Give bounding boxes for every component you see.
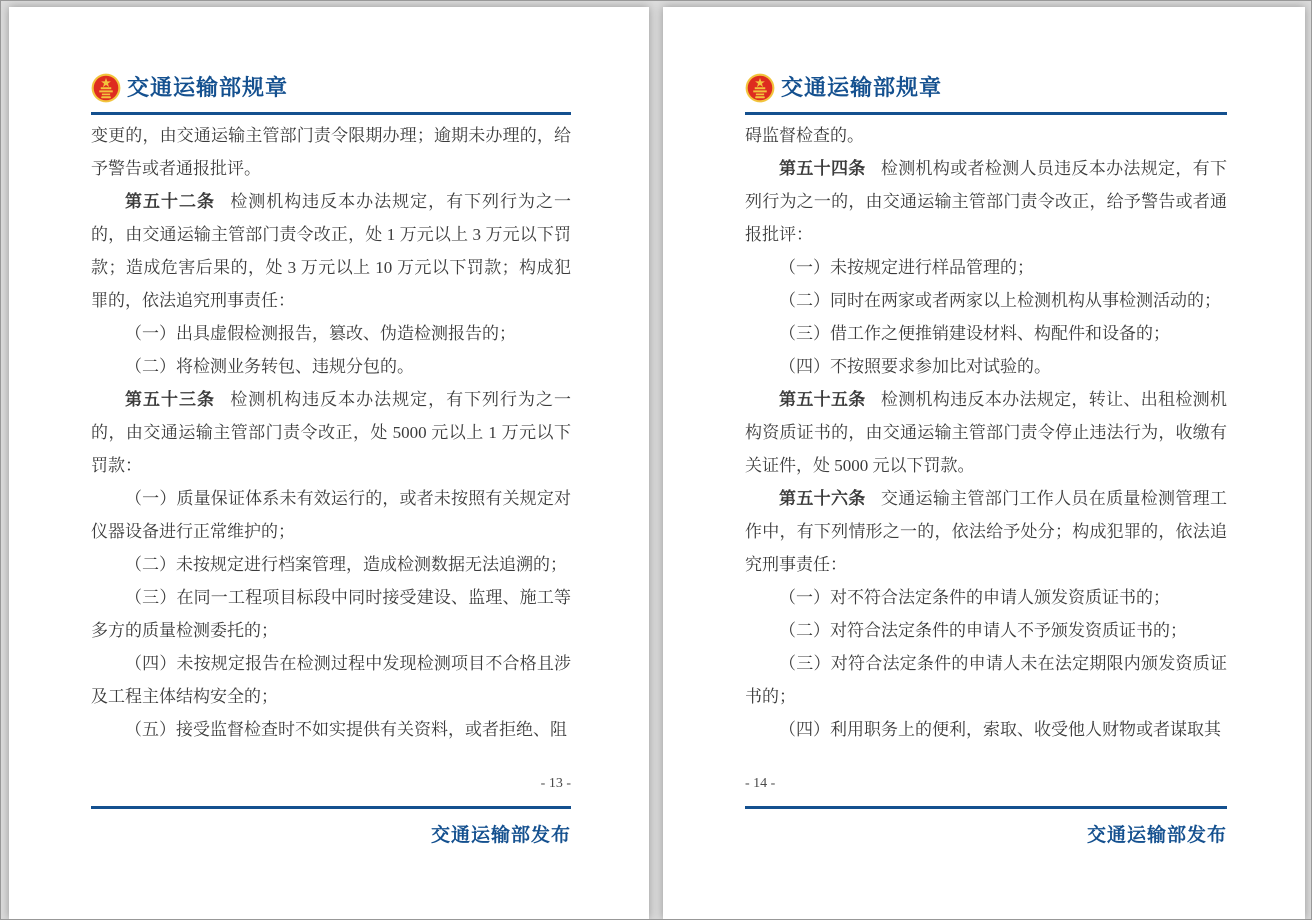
- page-body: [91, 119, 571, 759]
- paragraph: （一）对不符合法定条件的申请人颁发资质证书的；: [779, 588, 1170, 607]
- paragraph: （二）将检测业务转包、违规分包的。: [125, 357, 414, 376]
- national-emblem-icon: [91, 73, 121, 103]
- article-number: 第五十六条: [779, 489, 866, 508]
- paragraph: （二）对符合法定条件的申请人不予颁发资质证书的；: [779, 621, 1187, 640]
- page-footer: [745, 806, 1227, 847]
- article-number: 第五十三条: [125, 390, 215, 409]
- paragraph: （一）质量保证体系未有效运行的，或者未按照有关规定对仪器设备进行正常维护的；: [91, 489, 571, 541]
- page-number: - 13 -: [540, 776, 571, 791]
- page-footer: [91, 806, 571, 847]
- paragraph: （一）出具虚假检测报告，篡改、伪造检测报告的；: [125, 324, 516, 343]
- header-title: 交通运输部规章: [781, 75, 943, 100]
- article-number: 第五十四条: [779, 159, 866, 178]
- paragraph: （五）接受监督检查时不如实提供有关资料，或者拒绝、阻: [125, 720, 567, 739]
- page-header: [91, 73, 571, 115]
- paragraph: 碍监督检查的。: [745, 126, 864, 145]
- paragraph: 变更的，由交通运输主管部门责令限期办理；逾期未办理的，给予警告或者通报批评。: [91, 126, 571, 178]
- paragraph: 第五十二条 检测机构违反本办法规定，有下列行为之一的，由交通运输主管部门责令改正，处 1 万元以上 3 万元以下罚款；造成危害后果的，处 3 万元以上 10 万元以下罚款；构成犯罪的，依法追究刑事责任：: [91, 192, 571, 310]
- paragraph: 第五十六条 交通运输主管部门工作人员在质量检测管理工作中，有下列情形之一的，依法给予处分；构成犯罪的，依法追究刑事责任：: [745, 489, 1227, 574]
- page-13: [9, 7, 649, 919]
- page-body: [745, 119, 1227, 759]
- paragraph: 第五十四条 检测机构或者检测人员违反本办法规定，有下列行为之一的，由交通运输主管部门责令改正，给予警告或者通报批评：: [745, 159, 1227, 244]
- paragraph: （四）不按照要求参加比对试验的。: [779, 357, 1051, 376]
- paragraph: 第五十五条 检测机构违反本办法规定，转让、出租检测机构资质证书的，由交通运输主管部门责令停止违法行为，收缴有关证件，处 5000 元以下罚款。: [745, 390, 1227, 475]
- paragraph: （四）未按规定报告在检测过程中发现检测项目不合格且涉及工程主体结构安全的；: [91, 654, 571, 706]
- paragraph: （二）同时在两家或者两家以上检测机构从事检测活动的；: [779, 291, 1221, 310]
- paragraph: （三）对符合法定条件的申请人未在法定期限内颁发资质证书的；: [745, 654, 1227, 706]
- page-14: [663, 7, 1305, 919]
- publisher-label: 交通运输部发布: [430, 825, 571, 846]
- page-number: - 14 -: [745, 776, 776, 791]
- paragraph: （三）借工作之便推销建设材料、构配件和设备的；: [779, 324, 1170, 343]
- article-number: 第五十五条: [779, 390, 866, 409]
- page-header: [745, 73, 1227, 115]
- paragraph: （四）利用职务上的便利，索取、收受他人财物或者谋取其: [779, 720, 1221, 739]
- publisher-label: 交通运输部发布: [1086, 825, 1227, 846]
- header-title: 交通运输部规章: [127, 75, 289, 100]
- article-number: 第五十二条: [125, 192, 215, 211]
- paragraph: （二）未按规定进行档案管理，造成检测数据无法追溯的；: [125, 555, 567, 574]
- national-emblem-icon: [745, 73, 775, 103]
- paragraph: （三）在同一工程项目标段中同时接受建设、监理、施工等多方的质量检测委托的；: [91, 588, 571, 640]
- paragraph: （一）未按规定进行样品管理的；: [779, 258, 1034, 277]
- paragraph: 第五十三条 检测机构违反本办法规定，有下列行为之一的，由交通运输主管部门责令改正，处 5000 元以上 1 万元以下罚款：: [91, 390, 571, 475]
